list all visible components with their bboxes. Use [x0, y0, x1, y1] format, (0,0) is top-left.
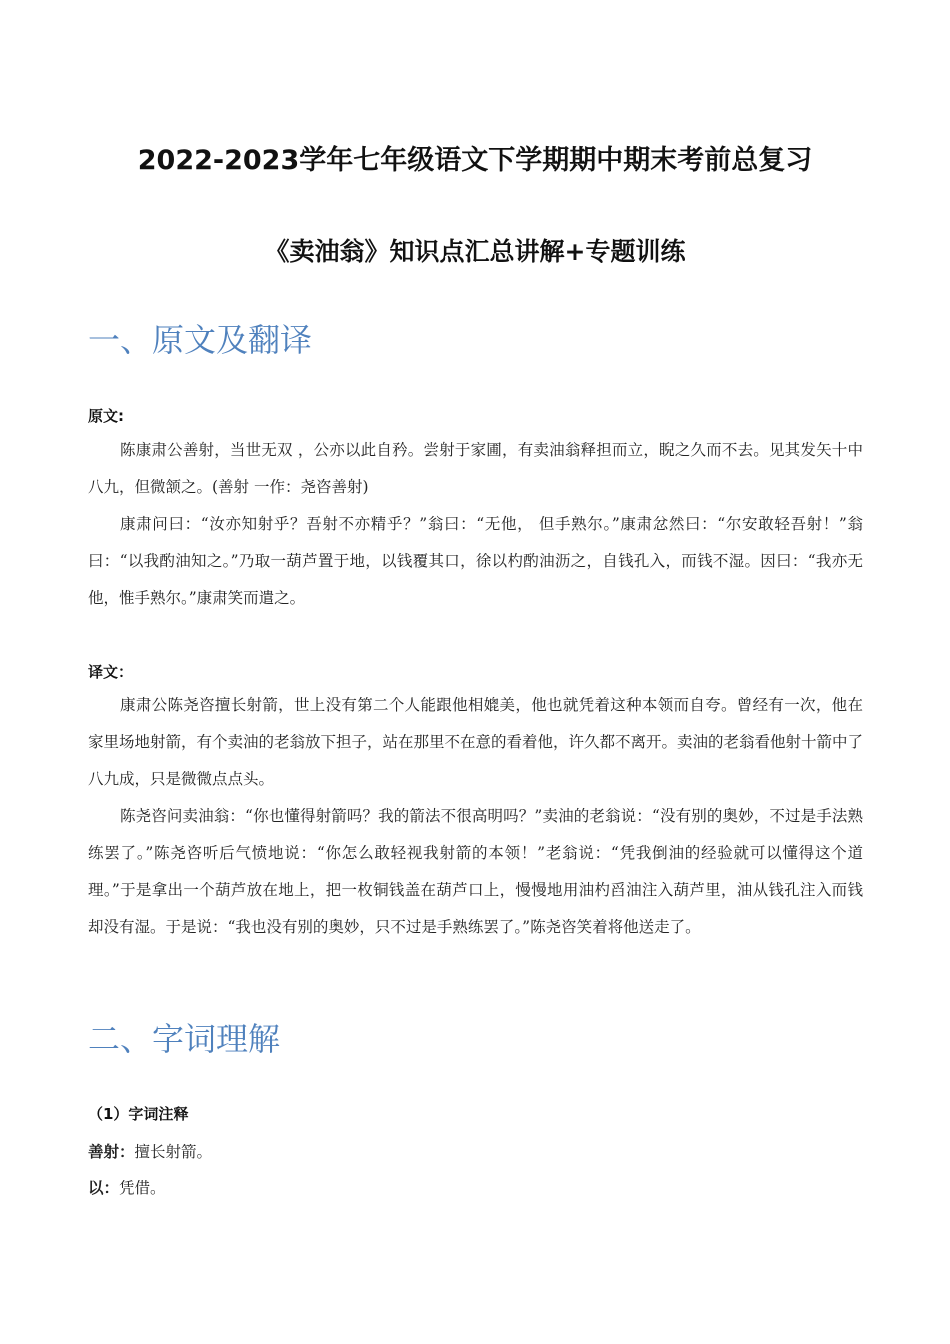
definition-meaning: 擅长射箭。	[134, 1143, 213, 1161]
document-title: 2022-2023学年七年级语文下学期期中期末考前总复习	[137, 145, 813, 176]
vocabulary-sub-label: （1）字词注释	[88, 1105, 189, 1123]
definition-item	[88, 1140, 212, 1164]
original-label: 原文:	[88, 407, 124, 425]
section-heading-original: 一、原文及翻译	[88, 321, 313, 359]
definition-meaning: 凭借。	[119, 1179, 166, 1197]
original-paragraph-2: 康肃问曰：“汝亦知射乎？吾射不亦精乎？”翁曰：“无他， 但手熟尔。”康肃忿然曰：“尔安敢轻吾射！”翁曰：“以我酌油知之。”乃取一葫芦置于地，以钱覆其口，徐以杓酌油沥之，自钱孔入，而钱不湿。因曰：“我亦无他，惟手熟尔。”康肃笑而遣之。	[88, 515, 863, 607]
document-subtitle: 《卖油翁》知识点汇总讲解+专题训练	[264, 237, 686, 266]
translation-label: 译文：	[88, 663, 134, 681]
definition-item	[88, 1176, 166, 1200]
translation-paragraph-2: 陈尧咨问卖油翁：“你也懂得射箭吗？我的箭法不很高明吗？”卖油的老翁说：“没有别的奥妙，不过是手法熟练罢了。”陈尧咨听后气愤地说：“你怎么敢轻视我射箭的本领！”老翁说：“凭我倒油的经验就可以懂得这个道理。”于是拿出一个葫芦放在地上，把一枚铜钱盖在葫芦口上，慢慢地用油杓舀油注入葫芦里，油从钱孔注入而钱却没有湿。于是说：“我也没有别的奥妙，只不过是手熟练罢了。”陈尧咨笑着将他送走了。	[88, 807, 863, 936]
original-paragraph-1: 陈康肃公善射，当世无双 ，公亦以此自矜。尝射于家圃，有卖油翁释担而立，睨之久而不去。见其发矢十中八九，但微颔之。(善射 一作：尧咨善射)	[88, 441, 863, 496]
definition-term: 以：	[88, 1179, 120, 1197]
definition-term: 善射：	[88, 1143, 135, 1161]
section-heading-vocabulary: 二、字词理解	[88, 1020, 281, 1058]
translation-paragraph-1: 康肃公陈尧咨擅长射箭，世上没有第二个人能跟他相媲美，他也就凭着这种本领而自夸。曾经有一次，他在家里场地射箭，有个卖油的老翁放下担子，站在那里不在意的看着他，许久都不离开。卖油的老翁看他射十箭中了八九成，只是微微点点头。	[88, 696, 864, 788]
